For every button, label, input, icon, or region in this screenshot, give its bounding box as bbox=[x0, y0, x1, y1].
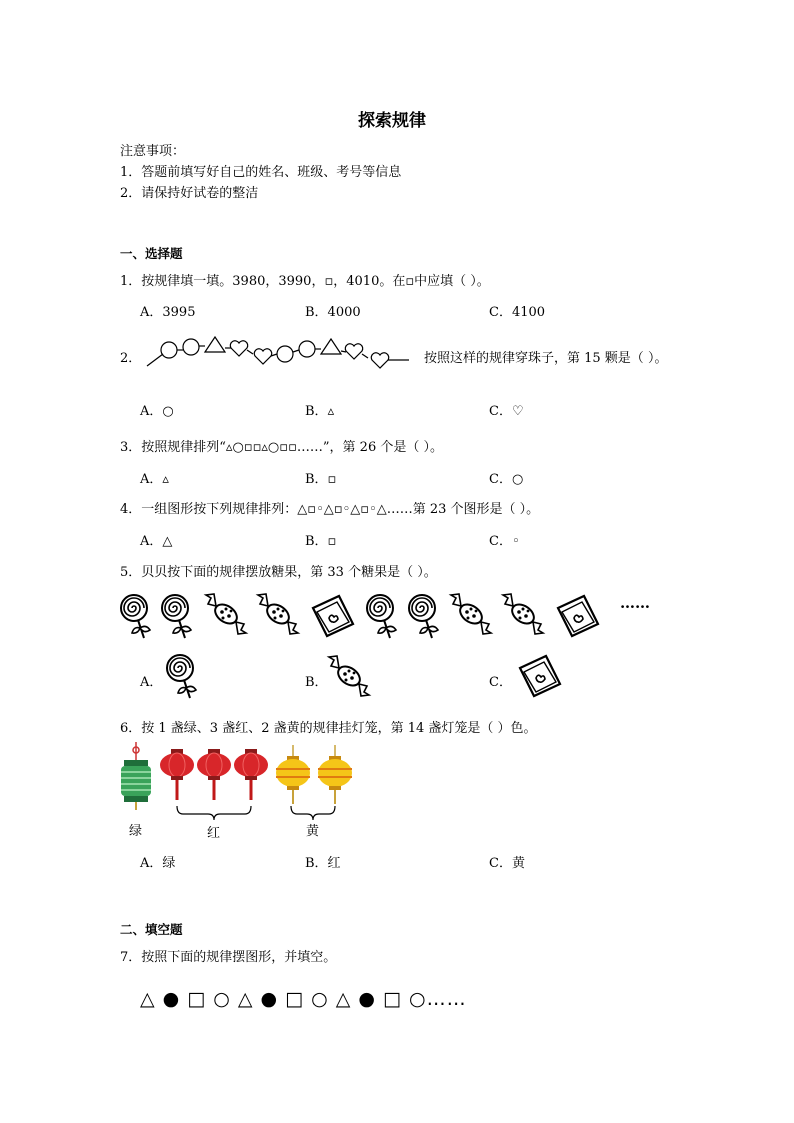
page-title: 探索规律 bbox=[358, 111, 426, 131]
red-brace bbox=[177, 806, 251, 820]
q3-option-a[interactable]: A．▵ bbox=[140, 472, 169, 487]
circle-symbol: ○ bbox=[162, 404, 174, 419]
q4-option-a[interactable]: A．△ bbox=[140, 534, 173, 549]
question-4-text: 4．一组图形按下列规律排列：△▫◦△▫◦△▫◦△……第 23 个图形是（ ）。 bbox=[120, 502, 540, 517]
q6-option-b[interactable]: B．红 bbox=[305, 856, 341, 871]
question-2-number: 2． bbox=[120, 351, 142, 366]
question-3-text: 3．按照规律排列“▵○▫▫▵○▫▫……”，第 26 个是（ ）。 bbox=[120, 440, 443, 455]
q5-option-a[interactable]: A． bbox=[140, 675, 163, 690]
q4-option-b[interactable]: B．▫ bbox=[305, 534, 337, 549]
yellow-brace bbox=[291, 806, 335, 820]
q6-option-c[interactable]: C．黄 bbox=[489, 856, 525, 871]
yellow-lantern-icon bbox=[318, 745, 352, 804]
red-lantern-icon bbox=[234, 749, 268, 800]
q2-option-c-label: C． bbox=[489, 404, 512, 419]
q4-option-c[interactable]: C．◦ bbox=[489, 534, 520, 549]
notice-item-2: 2．请保持好试卷的整洁 bbox=[120, 186, 259, 201]
label-red: 红 bbox=[207, 826, 221, 841]
q3-option-b[interactable]: B．▫ bbox=[305, 472, 337, 487]
q1-option-b[interactable]: B．4000 bbox=[305, 305, 361, 320]
notice-item-1: 1．答题前填写好自己的姓名、班级、考号等信息 bbox=[120, 165, 402, 180]
triangle-symbol: ▵ bbox=[327, 404, 335, 419]
q1-option-c[interactable]: C．4100 bbox=[489, 305, 546, 320]
shape-sequence: △ ● □ ○ △ ● □ ○ △ ● □ ○…… bbox=[140, 988, 467, 1010]
q3-option-c[interactable]: C．○ bbox=[489, 472, 524, 487]
candy-ellipsis: …… bbox=[620, 594, 650, 612]
q2-option-a-label: A． bbox=[140, 404, 163, 419]
red-lantern-icon bbox=[160, 749, 194, 800]
q6-option-a[interactable]: A．绿 bbox=[140, 856, 176, 871]
question-1-text: 1．按规律填一填。3980，3990，▫，4010。在▫中应填（ ）。 bbox=[120, 274, 490, 289]
notice-heading: 注意事项： bbox=[120, 144, 186, 159]
section-heading-fill: 二、填空题 bbox=[120, 922, 183, 937]
label-yellow: 黄 bbox=[306, 824, 320, 839]
red-lantern-icon bbox=[197, 749, 231, 800]
question-6-text: 6．按 1 盏绿、3 盏红、2 盏黄的规律挂灯笼，第 14 盏灯笼是（ ）色。 bbox=[120, 721, 537, 736]
q2-option-b-label: B． bbox=[305, 404, 328, 419]
yellow-lantern-icon bbox=[276, 745, 310, 804]
section-heading-choice: 一、选择题 bbox=[120, 246, 183, 261]
question-5-text: 5．贝贝按下面的规律摆放糖果，第 33 个糖果是（ ）。 bbox=[120, 565, 437, 580]
q5-option-b[interactable]: B． bbox=[305, 675, 328, 690]
question-7-text: 7．按照下面的规律摆图形，并填空。 bbox=[120, 950, 337, 965]
green-lantern-icon bbox=[121, 742, 151, 810]
q5-option-c[interactable]: C． bbox=[489, 675, 512, 690]
question-2-text: 按照这样的规律穿珠子，第 15 颗是（ ）。 bbox=[424, 351, 668, 366]
heart-symbol: ♡ bbox=[511, 404, 524, 419]
q1-option-a[interactable]: A．3995 bbox=[140, 305, 196, 320]
label-green: 绿 bbox=[129, 824, 143, 839]
